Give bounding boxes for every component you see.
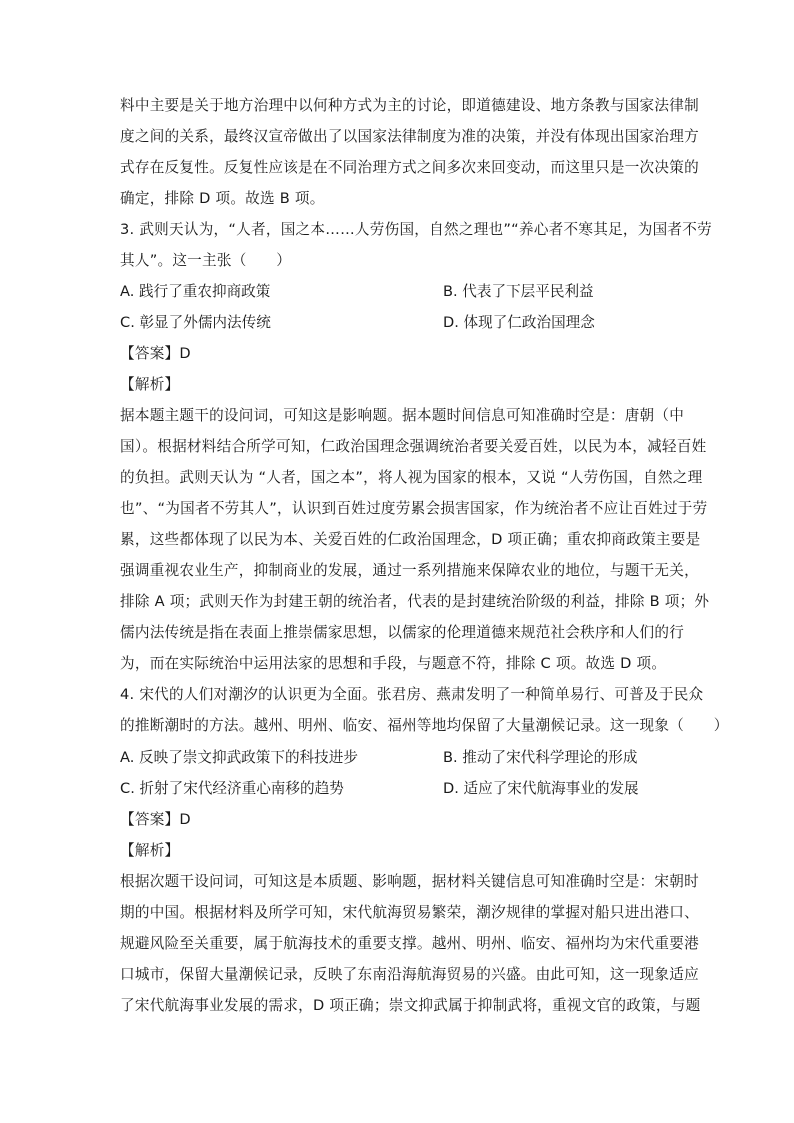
option-c: C. 折射了宋代经济重心南移的趋势 — [120, 780, 344, 797]
option-b: B. 推动了宋代科学理论的形成 — [443, 749, 638, 766]
text-line: 式存在反复性。反复性应该是在不同治理方式之间多次来回变动，而这里只是一次决策的 — [120, 159, 699, 176]
analysis-label: 【解析】 — [120, 842, 180, 859]
question-stem: 的推断潮时的方法。越州、明州、临安、福州等地均保留了大量潮候记录。这一现象（ ） — [120, 717, 729, 734]
text-line: 度之间的关系，最终汉宣帝做出了以国家法律制度为准的决策，并没有体现出国家治理方 — [120, 128, 699, 145]
analysis-line: 的负担。武则天认为 “人者，国之本”，将人视为国家的根本，又说 “人劳伤国，自然之理 — [120, 469, 703, 486]
question-stem: 4. 宋代的人们对潮汐的认识更为全面。张君房、燕肃发明了一种简单易行、可普及于民众 — [120, 686, 704, 703]
text-line: 料中主要是关于地方治理中以何种方式为主的讨论，即道德建设、地方条教与国家法律制 — [120, 97, 699, 114]
analysis-line: 期的中国。根据材料及所学可知，宋代航海贸易繁荣，潮汐规律的掌握对船只进出港口、 — [120, 904, 699, 921]
option-d: D. 适应了宋代航海事业的发展 — [443, 780, 639, 797]
question-stem: 3. 武则天认为，“人者，国之本……人劳伤国，自然之理也”“养心者不寒其足，为国者不劳 — [120, 221, 712, 238]
option-a: A. 践行了重农抑商政策 — [120, 283, 271, 300]
analysis-label: 【解析】 — [120, 376, 180, 393]
analysis-line: 为，而在实际统治中运用法家的思想和手段，与题意不符，排除 C 项。故选 D 项。 — [120, 655, 667, 672]
text-line: 确定，排除 D 项。故选 B 项。 — [120, 190, 325, 207]
analysis-line: 规避风险至关重要，属于航海技术的重要支撑。越州、明州、临安、福州均为宋代重要港 — [120, 935, 699, 952]
option-d: D. 体现了仁政治国理念 — [443, 314, 595, 331]
question-stem: 其人”。这一主张（ ） — [120, 252, 292, 269]
analysis-line: 口城市，保留大量潮候记录，反映了东南沿海航海贸易的兴盛。由此可知，这一现象适应 — [120, 966, 699, 983]
answer-label: 【答案】D — [120, 345, 191, 362]
option-a: A. 反映了崇文抑武政策下的科技进步 — [120, 749, 358, 766]
analysis-line: 排除 A 项；武则天作为封建王朝的统治者，代表的是封建统治阶级的利益，排除 B 项；外 — [120, 593, 710, 610]
option-b: B. 代表了下层平民利益 — [443, 283, 594, 300]
answer-label: 【答案】D — [120, 811, 191, 828]
analysis-line: 强调重视农业生产，抑制商业的发展，通过一系列措施来保障农业的地位，与题干无关， — [120, 562, 699, 579]
option-c: C. 彰显了外儒内法传统 — [120, 314, 271, 331]
analysis-line: 也”、“为国者不劳其人”，认识到百姓过度劳累会损害国家，作为统治者不应让百姓过于劳 — [120, 500, 708, 517]
analysis-line: 据本题主题干的设问词，可知这是影响题。据本题时间信息可知准确时空是：唐朝（中 — [120, 407, 685, 424]
analysis-line: 根据次题干设问词，可知这是本质题、影响题，据材料关键信息可知准确时空是：宋朝时 — [120, 873, 699, 890]
analysis-line: 累，这些都体现了以民为本、关爱百姓的仁政治国理念，D 项正确；重农抑商政策主要是 — [120, 531, 701, 548]
analysis-line: 了宋代航海事业发展的需求，D 项正确；崇文抑武属于抑制武将，重视文官的政策，与题 — [120, 997, 701, 1014]
analysis-line: 儒内法传统是指在表面上推崇儒家思想，以儒家的伦理道德来规范社会秩序和人们的行 — [120, 624, 685, 641]
analysis-line: 国）。根据材料结合所学可知，仁政治国理念强调统治者要关爱百姓，以民为本，减轻百姓 — [120, 438, 707, 455]
